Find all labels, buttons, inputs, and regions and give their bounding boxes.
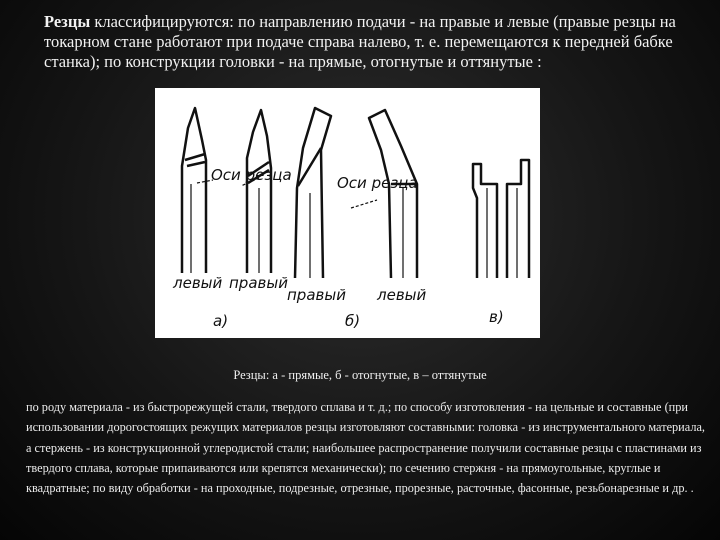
figure-caption: Резцы: а - прямые, б - отогнутые, в – оттянутые	[233, 368, 487, 382]
label-left-b: левый	[377, 286, 427, 304]
cutter-a-left	[182, 108, 206, 273]
intro-lead: Резцы	[44, 12, 91, 31]
cutters-drawing	[155, 88, 540, 338]
label-right-a: правый	[229, 274, 288, 292]
cutters-figure	[155, 88, 540, 338]
axes-label-b: Оси резца	[337, 174, 418, 192]
intro-text: классифицируются: по направлению подачи - на правые и левые (правые резцы на токарном стане работают при подаче справа налево, т. е. перемещаются к передней бабке станка); по конструкции головки - на прямые, отогнутые и оттянутые :	[44, 12, 676, 71]
cutter-b-right	[295, 108, 331, 278]
group-label-c: в)	[489, 308, 504, 326]
axes-label-a: Оси резца	[211, 166, 292, 184]
label-right-b: правый	[287, 286, 346, 304]
details-paragraph: по роду материала - из быстрорежущей стали, твердого сплава и т. д.; по способу изготовления - на цельные и составные (при использовании дорогостоящих режущих материалов резцы изготовляют составными: головка - из инструментального материала, а стержень - из конструкционной углеродистой стали; наибольшее распространение получили составные резцы с пластинами из твердого сплава, которые припаиваются или крепятся механически); по сечению стержня - на прямоугольные, круглые и квадратные; по виду обработки - на проходные, подрезные, отрезные, прорезные, расточные, фасонные, резьбонарезные и др. .	[26, 400, 705, 496]
group-label-b: б)	[345, 312, 361, 330]
cutter-c-left	[473, 164, 497, 278]
cutter-c-right	[507, 160, 529, 278]
intro-paragraph	[44, 12, 704, 72]
group-label-a: а)	[213, 312, 229, 330]
label-left-a: левый	[173, 274, 223, 292]
cutter-b-left	[369, 110, 417, 278]
